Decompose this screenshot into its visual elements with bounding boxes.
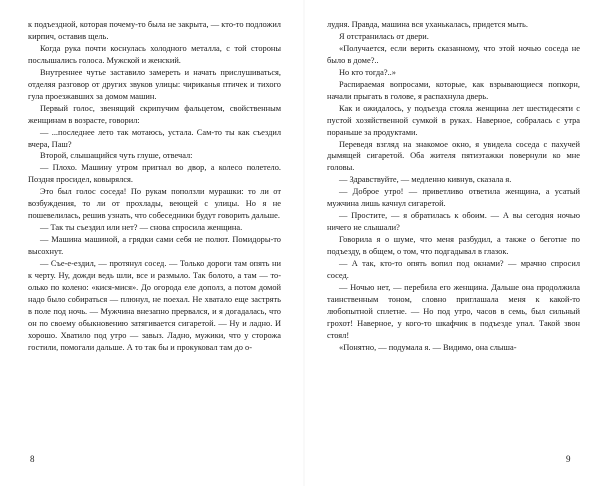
paragraph: — Доброе утро! — приветливо ответила женщина, а усатый мужчина лишь качнул сигаретой. xyxy=(327,187,580,209)
paragraph: Говорила я о шуме, что меня разбудил, а также о беготне по подъезду, в общем, о том, что подгадывал в глазок. xyxy=(327,235,580,257)
paragraph: Распираемая вопросами, которые, как взрывающиеся попкорн, начали прыгать в голове, я распахнула дверь. xyxy=(327,79,580,101)
paragraph: «Получается, если верить сказанному, что этой ночью соседа не было в доме?.. xyxy=(327,43,580,65)
paragraph: лудня. Правда, машина вся уханькалась, придется мыть. xyxy=(327,20,528,29)
paragraph: — Ночью нет, — перебила его женщина. Дальше она продолжила таинственным тоном, словно приглашала меня к какой-то любопытной сплетне. — Но под утро, часов в семь, был сильный грохот! Наверное, у кого-то шкафчик в подъезде упал. Такой звон стоял! xyxy=(327,282,580,340)
paragraph: Как и ожидалось, у подъезда стояла женщина лет шестидесяти с пустой хозяйственной сумкой в руках. Наверное, собралась с утра пораньше за продуктами. xyxy=(327,103,580,137)
paragraph: Переведя взгляд на знакомое окно, я увидела соседа с пахучей дымящей сигаретой. Оба жителя пятиэтажки повернули ко мне головы. xyxy=(327,139,580,173)
paragraph: — Плохо. Машину утром пригнал во двор, а колесо полетело. Поздня просидел, ковырялся. xyxy=(28,163,281,185)
paragraph: Я отстранилась от двери. xyxy=(339,31,429,41)
left-page-number: 8 xyxy=(30,454,35,464)
left-page xyxy=(28,19,281,354)
paragraph: — А так, кто-то опять вопил под окнами? — мрачно спросил сосед. xyxy=(327,259,580,281)
paragraph: Но кто тогда?..» xyxy=(339,67,396,77)
right-page-number: 9 xyxy=(566,454,571,464)
paragraph: — ...последнее лето так мотаюсь, устала. Сам-то ты как съездил вчера, Паш? xyxy=(28,127,281,149)
gutter xyxy=(303,0,305,486)
paragraph: Первый голос, звенящий скрипучим фальцетом, свойственным женщинам в возрасте, говорил: xyxy=(28,103,281,125)
paragraph: — Так ты съездил или нет? — снова спросила женщина. xyxy=(40,223,243,233)
paragraph: «Понятно, — подумала я. — Видимо, она слыша- xyxy=(339,342,517,352)
paragraph: — Здравствуйте, — медленно кивнув, сказала я. xyxy=(339,175,512,185)
paragraph: к подъездной, которая почему-то была не закрыта, — кто-то подложил кирпич, оставив щель. xyxy=(28,20,281,41)
paragraph: Это был голос соседа! По рукам поползли мурашки: то ли от возбуждения, то ли от прохлады, веющей с улицы. Но я не пошевелилась, решив узнать, что собеседники будут говорить дальше. xyxy=(28,187,281,221)
paragraph: — Съе-е-ездил, — протянул сосед. — Только дороги там опять ни к черту. Ну, дожди ведь шли, все и размыло. Так болото, а там — то-олько по колено: «кися-мися». До огорода еле дополз, а потом домой надо было собираться — плюнул, не поехал. Не хватало еще застрять в поле под ночь. — Мужчина внезапно прервался, и я догадалась, что он по своему обыкновению затягивается сигаретой. — Ну и ладно. И хорошо. Хватило под утро — завыз. Ладно, мужики, что у сторожа гостили, помогали дальше. А то так бы и прокуковал там до о- xyxy=(28,259,281,352)
paragraph: Внутреннее чутье заставило замереть и начать прислушиваться, отделяя разговор от других звуков улицы: чириканья птичек и тихого гула проезжавших за домом машин. xyxy=(28,67,281,101)
paragraph: — Простите, — я обратилась к обоим. — А вы сегодня ночью ничего не слышали? xyxy=(327,211,580,233)
paragraph: Когда рука почти коснулась холодного металла, с той стороны послышались голоса. Мужской и женский. xyxy=(28,43,281,65)
paragraph: — Машина машиной, а грядки сами себя не полют. Помидоры-то высохнут. xyxy=(28,235,281,257)
paragraph: Второй, слышащийся чуть глуше, отвечал: xyxy=(40,151,193,161)
right-page xyxy=(327,19,580,354)
